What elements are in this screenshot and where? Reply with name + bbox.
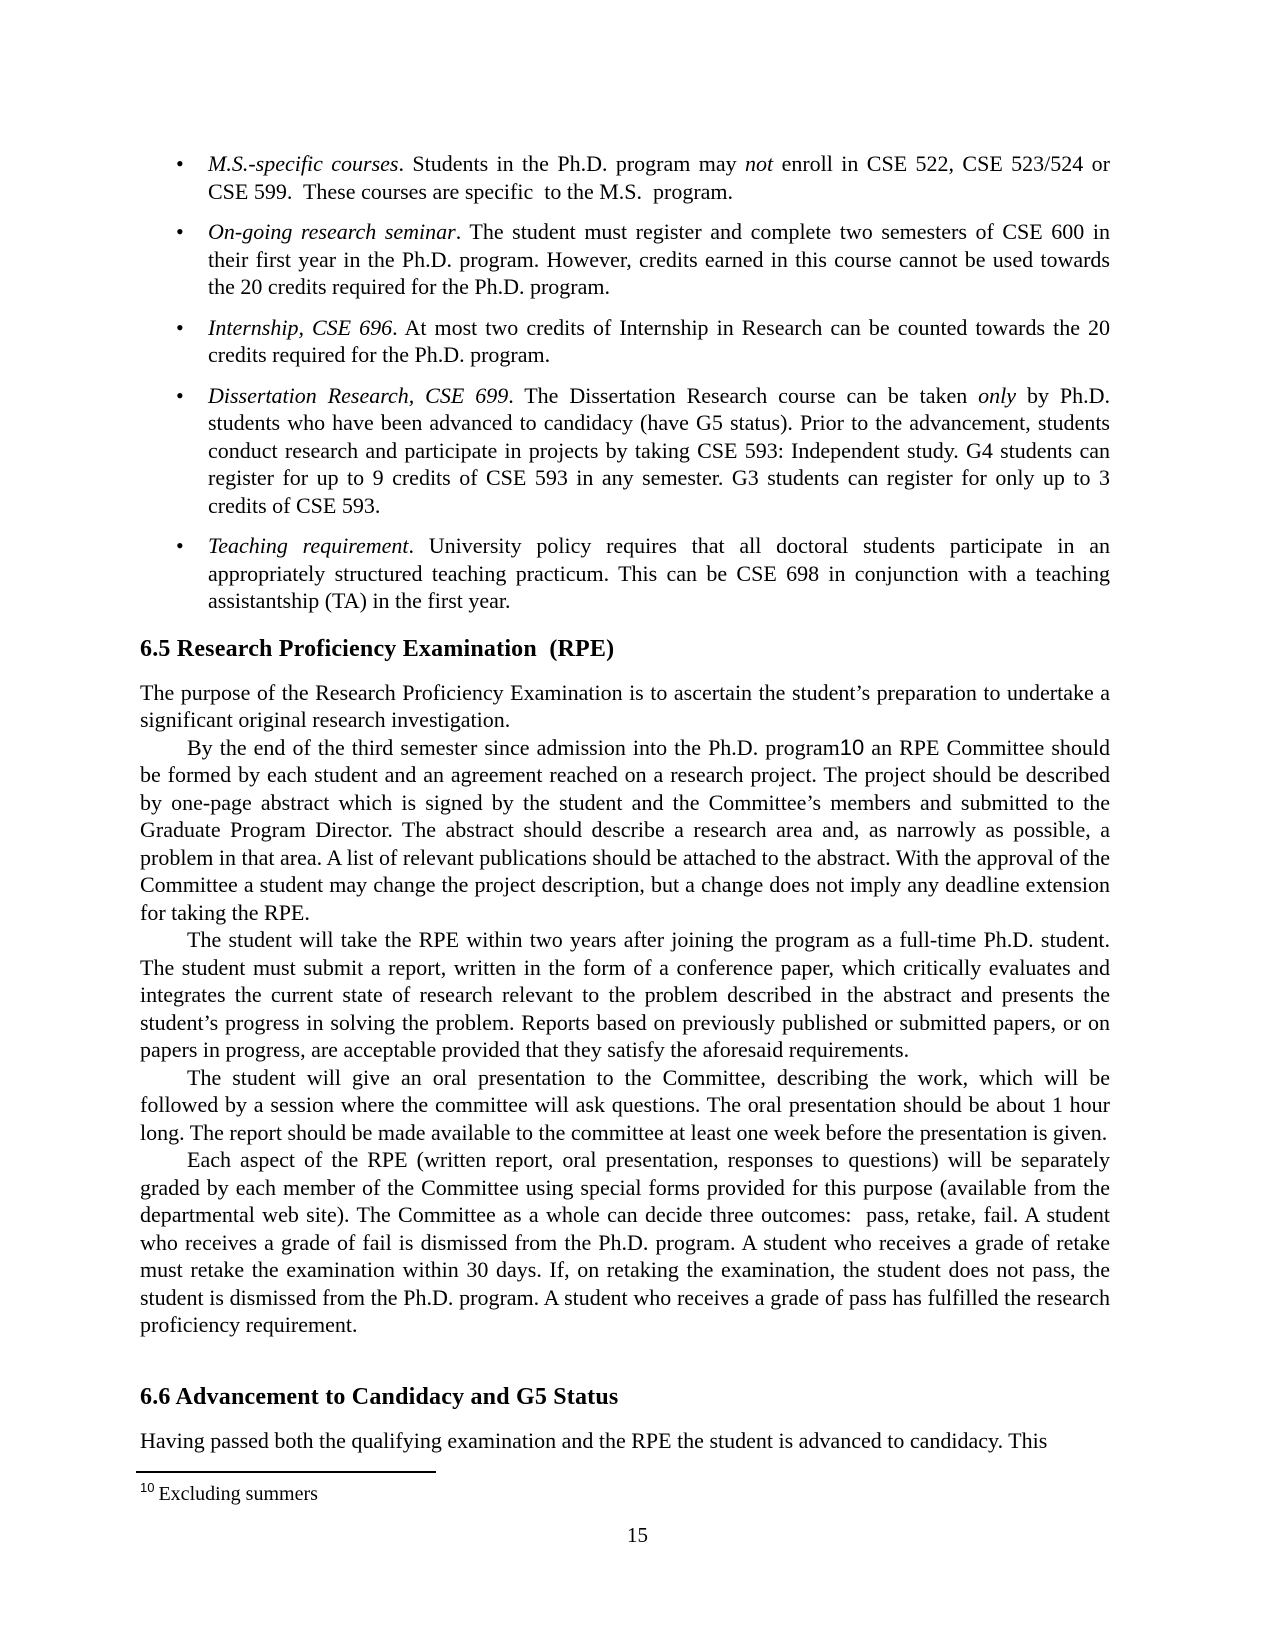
footnote-text bbox=[140, 1482, 1110, 1507]
page-content bbox=[140, 150, 1110, 1548]
section-heading-6-5: 6.5 Research Proficiency Examination (RPE) bbox=[140, 635, 615, 662]
section-heading-6-6: 6.6 Advancement to Candidacy and G5 Status bbox=[140, 1383, 619, 1410]
bullet-item-dissertation-research-cse-699: • Dissertation Research, CSE 699. The Dissertation Research course can be taken only by Ph.D. students who have been advanced to candidacy (have G5 status). Prior to the advancement, students conduct research and participate in projects by taking CSE 593: Independent study. G4 students can register for up to 9 credits of CSE 593 in any semester. G3 students can register for only up to 3 credits of CSE 593. bbox=[208, 382, 1110, 520]
paragraph-advancement: Having passed both the qualifying examination and the RPE the student is advanced to candidacy. This bbox=[140, 1427, 1048, 1453]
paragraph-rpe-report: The student will take the RPE within two years after joining the program as a full-time Ph.D. student. The student must submit a report, written in the form of a conference paper, which critically evaluates and integrates the current state of research relevant to the problem described in the abstract and presents the student’s progress in solving the problem. Reports based on previously published or submitted papers, or on papers in progress, are acceptable provided that they satisfy the aforesaid requirements. bbox=[140, 927, 1110, 1062]
page-number: 15 bbox=[627, 1523, 648, 1547]
footnote-label: Excluding summers bbox=[158, 1483, 318, 1505]
bullet-item-teaching-requirement: • Teaching requirement. University policy requires that all doctoral students participate in an appropriately structured teaching practicum. This can be CSE 698 in conjunction with a teaching assistantship (TA) in the first year. bbox=[208, 532, 1110, 615]
bullet-item-ongoing-research-seminar: • On-going research seminar. The student must register and complete two semesters of CSE 600 in their first year in the Ph.D. program. However, credits earned in this course cannot be used towards the 20 credits required for the Ph.D. program. bbox=[208, 218, 1110, 301]
paragraph-rpe-committee: By the end of the third semester since admission into the Ph.D. program10 an RPE Committee should be formed by each student and an agreement reached on a research project. The project should be described by one-page abstract which is signed by the student and the Committee’s members and submitted to the Graduate Program Director. The abstract should describe a research area and, as narrowly as possible, a problem in that area. A list of relevant publications should be attached to the abstract. With the approval of the Committee a student may change the project description, but a change does not imply any deadline extension for taking the RPE. bbox=[140, 734, 1110, 925]
bullet-item-internship-cse-696: • Internship, CSE 696. At most two credits of Internship in Research can be counted towards the 20 credits required for the Ph.D. program. bbox=[208, 314, 1110, 369]
paragraph-rpe-grading: Each aspect of the RPE (written report, oral presentation, responses to questions) will be separately graded by each member of the Committee using special forms provided for this purpose (available from the departmental web site). The Committee as a whole can decide three outcomes: pass, retake, fail. A student who receives a grade of fail is dismissed from the Ph.D. program. A student who receives a grade of retake must retake the examination within 30 days. If, on retaking the examination, the student does not pass, the student is dismissed from the Ph.D. program. A student who receives a grade of pass has fulfilled the research proficiency requirement. bbox=[140, 1147, 1110, 1337]
bullet-item-ms-specific-courses: • M.S.-specific courses. Students in the Ph.D. program may not enroll in CSE 522, CSE 523/524 or CSE 599. These courses are specific to the M.S. program. bbox=[208, 150, 1110, 205]
footnote-marker: 10 bbox=[140, 1480, 155, 1496]
footnote-block bbox=[140, 1471, 1110, 1507]
paragraph-rpe-oral-presentation: The student will give an oral presentation to the Committee, describing the work, which will be followed by a session where the committee will ask questions. The oral presentation should be about 1 hour long. The report should be made available to the committee at least one week before the presentation is given. bbox=[140, 1064, 1110, 1145]
bullet-list bbox=[140, 150, 1110, 615]
paragraph-rpe-purpose: The purpose of the Research Proficiency Examination is to ascertain the student’s preparation to undertake a significant original research investigation. bbox=[140, 679, 1110, 732]
footnote-separator-rule bbox=[136, 1471, 436, 1473]
